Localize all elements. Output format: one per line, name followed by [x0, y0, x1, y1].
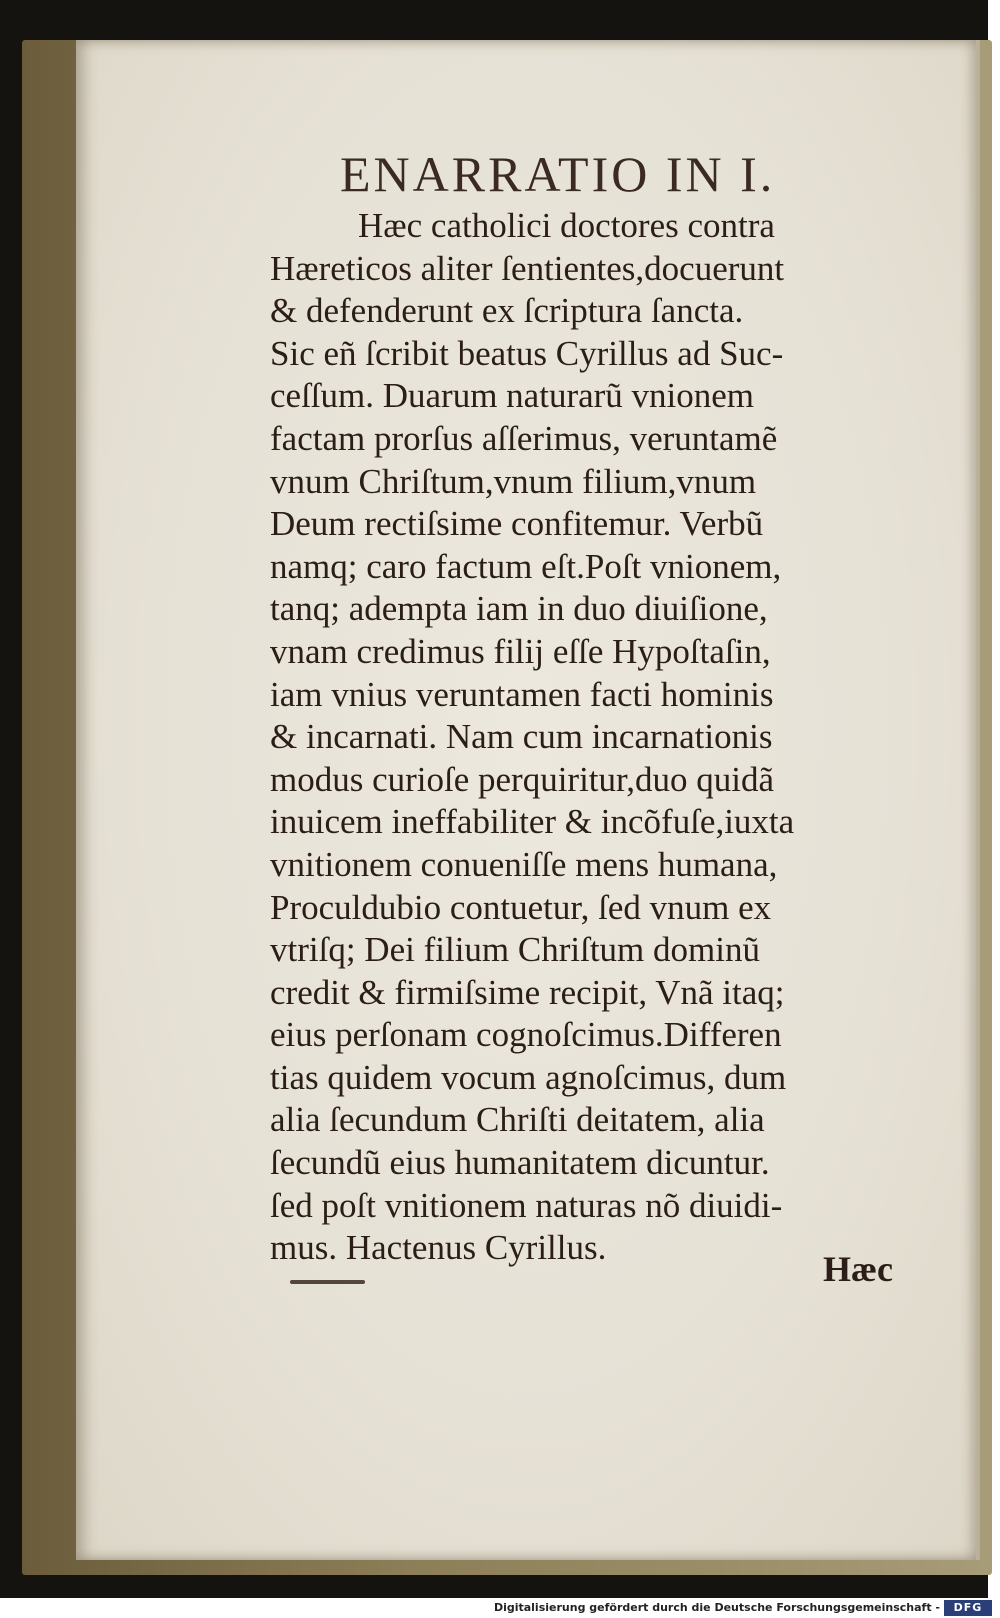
text-line: Proculdubio contuetur, ſed vnum ex	[270, 887, 772, 927]
dfg-logo: DFG	[944, 1600, 992, 1616]
text-line: vtriſq; Dei filium Chriſtum dominũ	[270, 930, 760, 970]
text-line: & incarnati. Nam cum incarnationis	[270, 717, 773, 757]
text-line: Hæreticos aliter ſentientes,docuerunt	[270, 248, 785, 288]
text-line: tanq; adempta iam in duo diuiſione,	[270, 589, 768, 629]
digitization-credit: Digitalisierung gefördert durch die Deutsche Forschungsgemeinschaft -	[493, 1601, 940, 1614]
text-line: ſecundũ eius humanitatem dicuntur.	[270, 1143, 770, 1183]
text-line: Sic eñ ſcribit beatus Cyrillus ad Suc-	[270, 333, 784, 373]
ink-flourish	[290, 1280, 365, 1284]
text-line: eius perſonam cognoſcimus.Differen	[270, 1015, 782, 1055]
text-line: mus. Hactenus Cyrillus.	[270, 1228, 607, 1268]
text-line: namq; caro factum eſt.Poſt vnionem,	[270, 546, 782, 586]
page-text	[270, 205, 920, 1270]
catchword: Hæc	[823, 1249, 893, 1289]
text-line: & defenderunt ex ſcriptura ſancta.	[270, 291, 744, 331]
text-line: credit & firmiſsime recipit, Vnã itaq;	[270, 972, 785, 1012]
text-line: alia ſecundum Chriſti deitatem, alia	[270, 1100, 765, 1140]
text-line: factam prorſus aſſerimus, veruntamẽ	[270, 418, 778, 458]
page-heading: ENARRATIO IN I.	[340, 146, 776, 202]
text-line: iam vnius veruntamen facti hominis	[270, 674, 774, 714]
text-line: Deum rectiſsime confitemur. Verbũ	[270, 504, 764, 544]
text-line: inuicem ineffabiliter & incõfuſe,iuxta	[270, 802, 795, 842]
text-line: vnum Chriſtum,vnum filium,vnum	[270, 461, 757, 501]
text-line: tias quidem vocum agnoſcimus, dum	[270, 1057, 787, 1097]
text-line: vnam credimus filij eſſe Hypoſtaſin,	[270, 631, 771, 671]
text-line: vnitionem conueniſſe mens humana,	[270, 844, 778, 884]
text-line: Hæc catholici doctores contra	[358, 206, 775, 245]
text-line: ſed poſt vnitionem naturas nõ diuidi-	[270, 1185, 783, 1225]
text-line: modus curioſe perquiritur,duo quidã	[270, 759, 775, 799]
text-line: ceſſum. Duarum naturarũ vnionem	[270, 376, 755, 416]
